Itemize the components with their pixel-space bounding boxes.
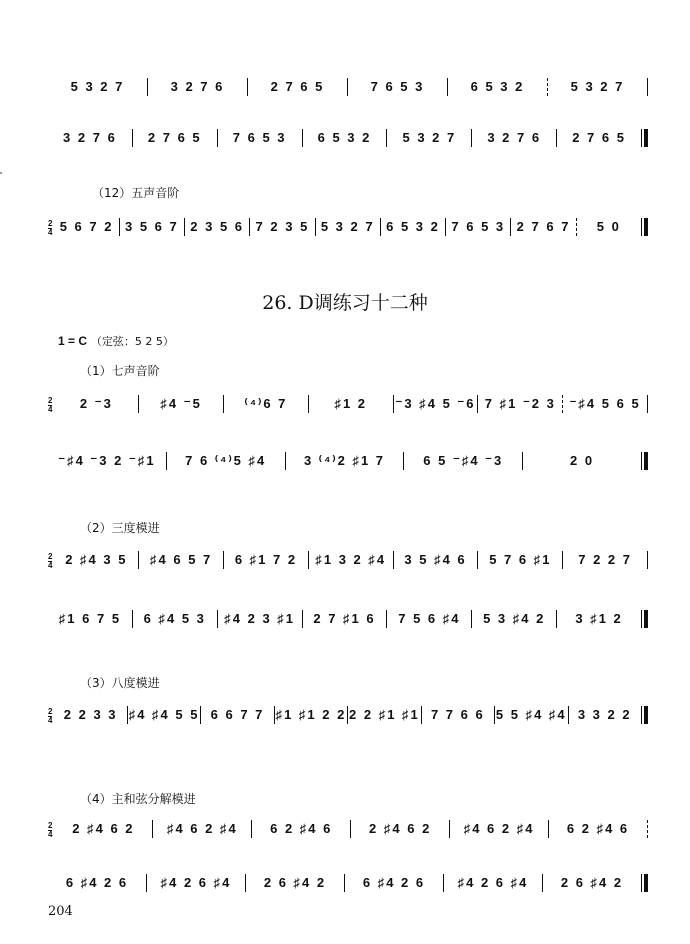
measure: 2 7 6 5 [147, 130, 202, 145]
measure: 7 7 6 6 [430, 707, 485, 722]
final-barline [641, 874, 648, 892]
time-signature [48, 708, 52, 725]
score-row [48, 706, 648, 736]
score-row [48, 551, 648, 581]
measure: 2 3 5 6 [190, 219, 245, 234]
section-12-heading: （12）五声音阶 [92, 186, 180, 200]
barline [647, 395, 648, 413]
section-4-heading: （4）主和弦分解模进 [80, 792, 196, 806]
key-main: 1 = C [58, 334, 88, 348]
measure: 2 ⁻3 [79, 396, 113, 411]
score-row [48, 874, 648, 904]
measure: 7 5 6 ♯4 [398, 611, 461, 626]
final-barline [641, 218, 648, 236]
final-barline [641, 706, 648, 724]
measure: ♯1 6 7 5 [58, 611, 122, 626]
key-signature [58, 333, 174, 349]
score-row [48, 610, 648, 640]
score-row [48, 78, 648, 108]
measure: 7 2 2 7 [578, 552, 633, 567]
barline [647, 551, 648, 569]
measure-group [48, 874, 648, 892]
measure: ⁽⁴⁾6 7 [244, 396, 288, 411]
time-signature-top: 2 [48, 552, 53, 561]
time-signature [48, 397, 52, 414]
tuning-note: （定弦：5 2 5） [90, 335, 174, 348]
measure: 2 6 ♯4 2 [560, 875, 624, 890]
measure: 3 2 7 6 [63, 130, 117, 145]
measure: ♯4 2 6 ♯4 [160, 875, 232, 890]
measure: ⁻♯4 5 6 5 [569, 396, 641, 411]
measure: 2 7 6 5 [572, 130, 626, 145]
measure: 5 3 2 7 [570, 79, 625, 94]
page-number: 204 [48, 904, 73, 919]
measure: ⁻♯4 ⁻3 2 ⁻♯1 [58, 453, 156, 468]
margin-mark [0, 172, 2, 174]
measure: 6 2 ♯4 6 [566, 821, 630, 836]
measure: 6 ♯4 2 6 [65, 875, 129, 890]
section-1-heading: （1）七声音阶 [80, 364, 160, 378]
measure: 7 6 5 3 [232, 130, 287, 145]
measure-group [48, 129, 648, 147]
measure: 6 ♯4 2 6 [362, 875, 426, 890]
measure: 2 ♯4 6 2 [72, 821, 135, 836]
time-signature-top: 2 [48, 396, 53, 405]
final-barline [641, 610, 648, 628]
final-barline [641, 452, 648, 470]
measure: 6 5 ⁻♯4 ⁻3 [423, 453, 504, 468]
time-signature-top: 2 [48, 707, 53, 716]
score-row [48, 820, 648, 850]
measure: 3 5 6 7 [124, 219, 179, 234]
measure: 2 ♯4 3 5 [65, 552, 128, 567]
measure: 2 6 ♯4 2 [263, 875, 327, 890]
barline [647, 78, 648, 96]
measure: 7 6 5 3 [370, 79, 425, 94]
measure: 3 ⁽⁴⁾2 ♯1 7 [303, 453, 386, 468]
score-row [48, 452, 648, 482]
measure: 6 ♯4 5 3 [143, 611, 206, 626]
measure-group [54, 395, 648, 413]
measure: 5 3 2 7 [70, 79, 125, 94]
time-signature-top: 2 [48, 219, 53, 228]
time-signature [48, 220, 52, 237]
measure: 3 2 7 6 [487, 130, 542, 145]
measure-group [54, 820, 648, 838]
measure-group [48, 78, 648, 96]
measure: 5 6 7 2 [59, 219, 114, 234]
time-signature-top: 2 [48, 821, 53, 830]
measure: 6 5 3 2 [470, 79, 525, 94]
measure-group [54, 218, 648, 236]
measure: 7 2 3 5 [255, 219, 310, 234]
measure: 6 ♯1 7 2 [234, 552, 298, 567]
score-row [48, 395, 648, 425]
measure: 5 0 [596, 219, 621, 234]
measure: 5 7 6 ♯1 [489, 552, 552, 567]
measure: 2 7 ♯1 6 [313, 611, 376, 626]
page-title: 26. D调练习十二种 [262, 292, 428, 314]
measure: 5 5 ♯4 ♯4 [495, 707, 567, 722]
measure: 7 6 5 3 [451, 219, 506, 234]
measure: 7 6 ⁽⁴⁾5 ♯4 [185, 453, 267, 468]
measure: ♯4 2 6 ♯4 [457, 875, 529, 890]
measure: 5 3 ♯4 2 [483, 611, 546, 626]
measure: 5 3 2 7 [402, 130, 457, 145]
measure: 2 ♯4 6 2 [369, 821, 432, 836]
measure: ♯1 2 [334, 396, 368, 411]
measure: 7 ♯1 ⁻2 3 [484, 396, 556, 411]
measure-group [54, 551, 648, 569]
measure-group [48, 452, 648, 470]
measure: 6 2 ♯4 6 [270, 821, 333, 836]
measure: 6 5 3 2 [386, 219, 440, 234]
measure: 2 2 ♯1 ♯1 [349, 707, 420, 722]
measure-group [54, 706, 648, 724]
time-signature [48, 822, 52, 839]
measure: 3 5 ♯4 6 [404, 552, 467, 567]
measure: ⁻3 ♯4 5 ⁻6 [395, 396, 476, 411]
time-signature-bottom: 4 [48, 830, 53, 839]
final-barline [641, 129, 648, 147]
measure: 5 3 2 7 [320, 219, 375, 234]
measure: ♯1 3 2 ♯4 [315, 552, 387, 567]
measure: 2 2 3 3 [63, 707, 118, 722]
section-2-heading: （2）三度模进 [80, 521, 160, 535]
measure: 3 ♯1 2 [575, 611, 623, 626]
time-signature-bottom: 4 [48, 405, 53, 414]
dashed-barline [647, 820, 648, 838]
measure: 6 5 3 2 [317, 130, 372, 145]
measure: ♯4 6 5 7 [150, 552, 213, 567]
time-signature-bottom: 4 [48, 716, 53, 725]
measure: ♯4 6 2 ♯4 [463, 821, 535, 836]
measure-group [48, 610, 648, 628]
measure: ♯4 2 3 ♯1 [224, 611, 296, 626]
measure: 2 0 [570, 453, 595, 468]
time-signature-bottom: 4 [48, 561, 53, 570]
measure: 3 2 7 6 [170, 79, 225, 94]
score-row [48, 218, 648, 248]
measure: ♯4 6 2 ♯4 [166, 821, 238, 836]
section-3-heading: （3）八度模进 [80, 676, 160, 690]
measure: 6 6 7 7 [210, 707, 265, 722]
time-signature-bottom: 4 [48, 228, 53, 237]
score-row [48, 129, 648, 159]
measure: ♯4 ⁻5 [160, 396, 202, 411]
measure: 2 7 6 7 [516, 219, 571, 234]
measure: 3 3 2 2 [577, 707, 632, 722]
time-signature [48, 553, 52, 570]
measure: 2 7 6 5 [270, 79, 325, 94]
measure: ♯4 ♯4 5 5 [128, 707, 200, 722]
measure: ♯1 ♯1 2 2 [275, 707, 347, 722]
